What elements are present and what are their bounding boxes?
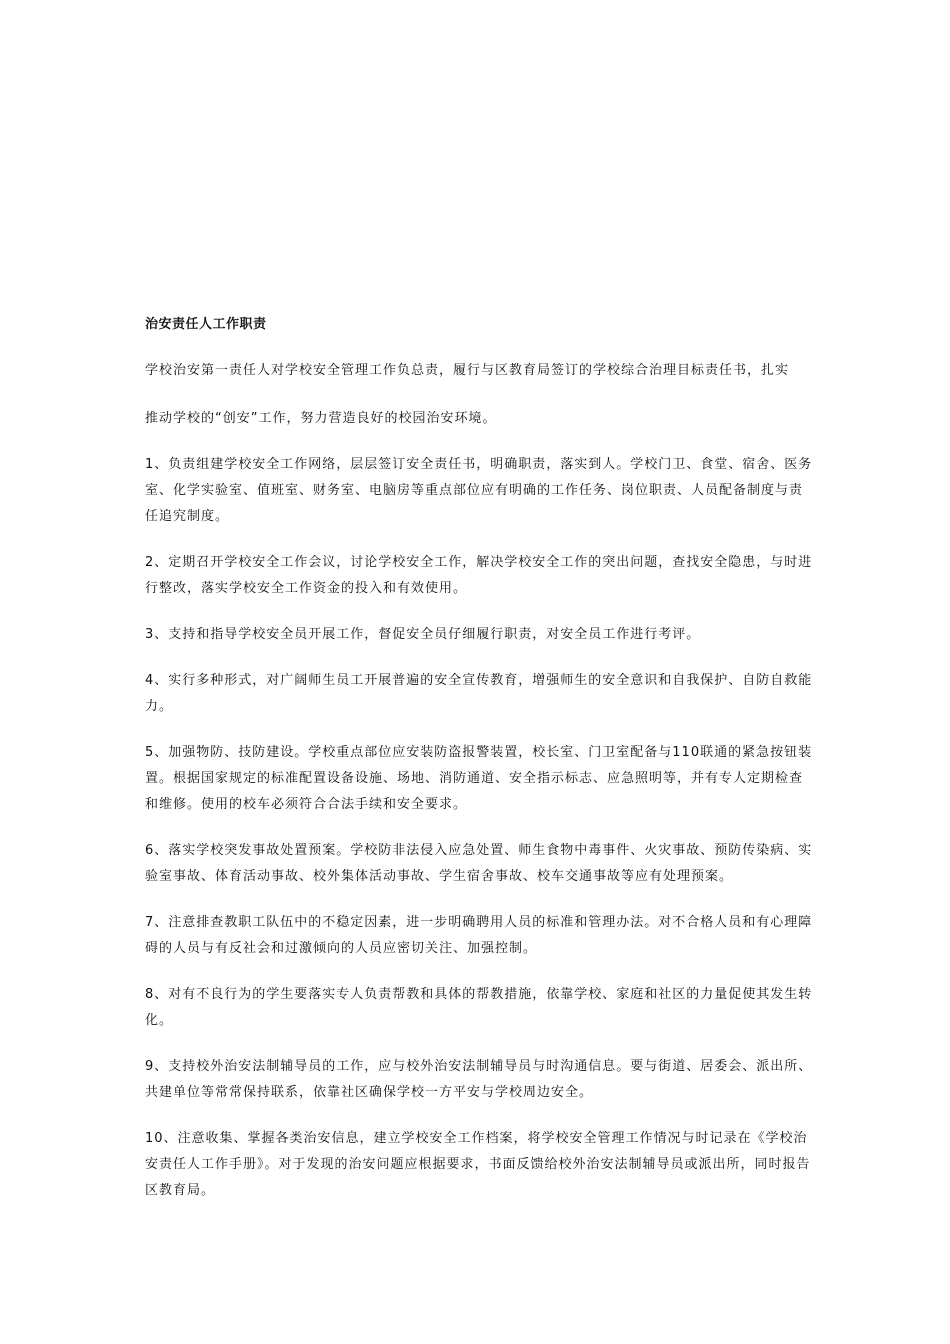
duty-item-2: 2、定期召开学校安全工作会议，讨论学校安全工作，解决学校安全工作的突出问题，查找安全隐患，与时进行整改，落实学校安全工作资金的投入和有效使用。 bbox=[145, 555, 813, 596]
duty-item-9: 9、支持校外治安法制辅导员的工作，应与校外治安法制辅导员与时沟通信息。要与街道、居委会、派出所、共建单位等常常保持联系，依靠社区确保学校一方平安与学校周边安全。 bbox=[145, 1059, 813, 1100]
document-title: 治安责任人工作职责 bbox=[145, 317, 267, 332]
duty-item-10: 10、注意收集、掌握各类治安信息，建立学校安全工作档案，将学校安全管理工作情况与时记录在《学校治安责任人工作手册》。对于发现的治安问题应根据要求，书面反馈给校外治安法制辅导员或派出所，同时报告区教育局。 bbox=[145, 1131, 811, 1198]
intro-line-1: 学校治安第一责任人对学校安全管理工作负总责，履行与区教育局签订的学校综合治理目标责任书，扎实 bbox=[145, 363, 790, 378]
document-body bbox=[145, 312, 815, 1224]
duty-item-1: 1、负责组建学校安全工作网络，层层签订安全责任书，明确职责，落实到人。学校门卫、食堂、宿舍、医务室、化学实验室、值班室、财务室、电脑房等重点部位应有明确的工作任务、岗位职责、人员配备制度与责任追究制度。 bbox=[145, 457, 813, 524]
duty-item-5: 5、加强物防、技防建设。学校重点部位应安装防盗报警装置，校长室、门卫室配备与110联通的紧急按钮装置。根据国家规定的标准配置设备设施、场地、消防通道、安全指示标志、应急照明等，并有专人定期检查和维修。使用的校车必须符合合法手续和安全要求。 bbox=[145, 745, 813, 812]
duty-item-4: 4、实行多种形式，对广阔师生员工开展普遍的安全宣传教育，增强师生的安全意识和自我保护、自防自救能力。 bbox=[145, 673, 813, 714]
duty-item-3: 3、支持和指导学校安全员开展工作，督促安全员仔细履行职责，对安全员工作进行考评。 bbox=[145, 627, 701, 642]
duty-item-6: 6、落实学校突发事故处置预案。学校防非法侵入应急处置、师生食物中毒事件、火灾事故、预防传染病、实验室事故、体育活动事故、校外集体活动事故、学生宿舍事故、校车交通事故等应有处理预案。 bbox=[145, 843, 813, 884]
duty-item-7: 7、注意排查教职工队伍中的不稳定因素，进一步明确聘用人员的标准和管理办法。对不合格人员和有心理障碍的人员与有反社会和过激倾向的人员应密切关注、加强控制。 bbox=[145, 915, 813, 956]
duty-item-8: 8、对有不良行为的学生要落实专人负责帮教和具体的帮教措施，依靠学校、家庭和社区的力量促使其发生转化。 bbox=[145, 987, 813, 1028]
intro-line-2: 推动学校的“创安”工作，努力营造良好的校园治安环境。 bbox=[145, 411, 497, 426]
